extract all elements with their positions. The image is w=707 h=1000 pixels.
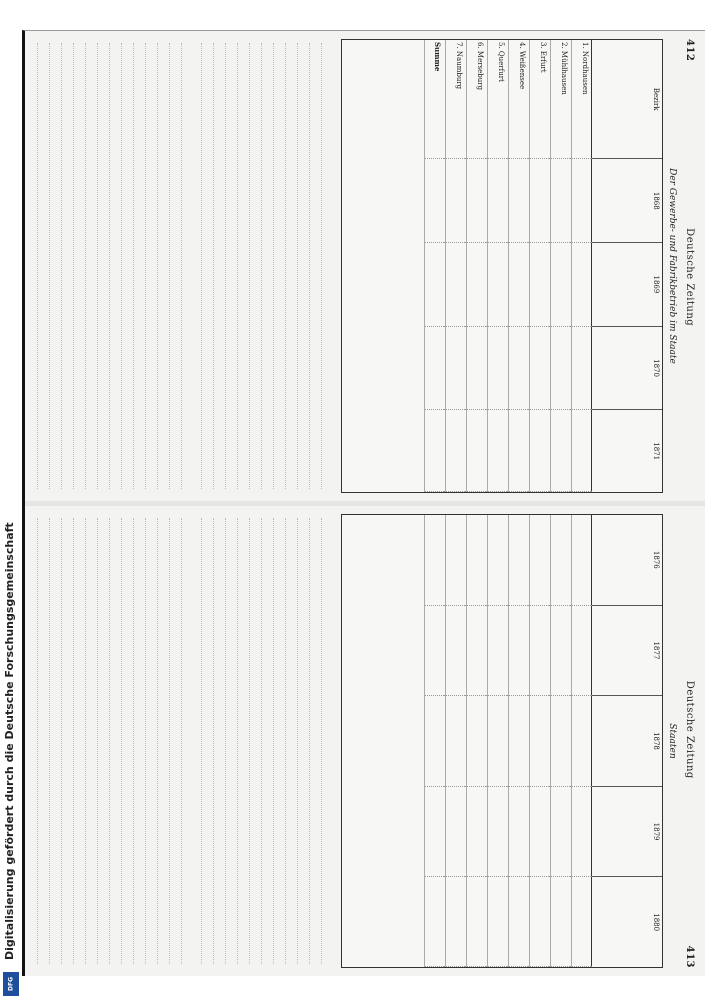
right-table-header	[591, 515, 662, 967]
header-col: 1880	[652, 913, 660, 932]
right-running-head	[681, 514, 695, 968]
right-body-text-2	[33, 518, 193, 964]
left-page-number: 412	[684, 39, 695, 62]
dfg-logo: DFG	[3, 972, 19, 996]
header-col: 1868	[592, 159, 662, 243]
left-running-head	[681, 39, 695, 493]
header-col: 1879	[592, 787, 662, 878]
row-label: 2. Mühlhausen	[551, 40, 571, 159]
right-table-body	[342, 515, 592, 967]
right-statistics-table	[341, 514, 663, 968]
left-footnote-text	[33, 43, 193, 489]
table-row	[508, 40, 529, 492]
table-row	[424, 515, 445, 967]
header-col: 1871	[652, 442, 660, 461]
table-row	[445, 40, 466, 492]
row-label: 1. Nordhausen	[572, 40, 592, 159]
table-row	[550, 515, 571, 967]
scanned-book-spread	[22, 30, 705, 976]
table-row	[466, 40, 487, 492]
table-row	[487, 515, 508, 967]
table-row	[529, 40, 550, 492]
left-table-title: Der Gewerbe- und Fabrikbetrieb im Staate	[667, 168, 677, 364]
header-col: 1870	[592, 327, 662, 411]
left-table-body	[342, 40, 592, 492]
right-body-text	[203, 518, 333, 964]
row-label: 5. Querfurt	[488, 40, 508, 159]
left-running-title: Deutsche Zeitung	[684, 228, 695, 327]
banner-text: Digitalisierung gefördert durch die Deutsche Forschungsgemeinschaft	[3, 522, 16, 960]
table-row	[445, 515, 466, 967]
row-label: 3. Erfurt	[530, 40, 550, 159]
header-col: 1878	[592, 696, 662, 787]
left-body-text	[203, 43, 333, 489]
left-table-header	[591, 40, 662, 492]
table-row	[466, 515, 487, 967]
rotated-spread	[25, 31, 705, 976]
row-label: 6. Merseburg	[467, 40, 487, 159]
table-row	[571, 40, 592, 492]
left-page	[25, 31, 705, 501]
table-row	[529, 515, 550, 967]
header-col: 1877	[592, 606, 662, 697]
header-col: 1869	[592, 243, 662, 327]
header-col: Bezirk	[592, 40, 662, 159]
digitization-banner	[0, 0, 22, 1000]
right-page	[25, 506, 705, 976]
left-statistics-table	[341, 39, 663, 493]
table-row	[424, 40, 445, 492]
row-label: 4. Weißensee	[509, 40, 529, 159]
table-row	[508, 515, 529, 967]
table-row	[571, 515, 592, 967]
right-running-title: Deutsche Zeitung	[684, 680, 695, 779]
row-label: Summe	[425, 40, 445, 159]
right-table-title: Staaten	[667, 723, 677, 759]
table-row	[550, 40, 571, 492]
header-col: 1876	[592, 515, 662, 606]
table-row	[487, 40, 508, 492]
right-page-number: 413	[684, 945, 695, 968]
row-label: 7. Naumburg	[446, 40, 466, 159]
